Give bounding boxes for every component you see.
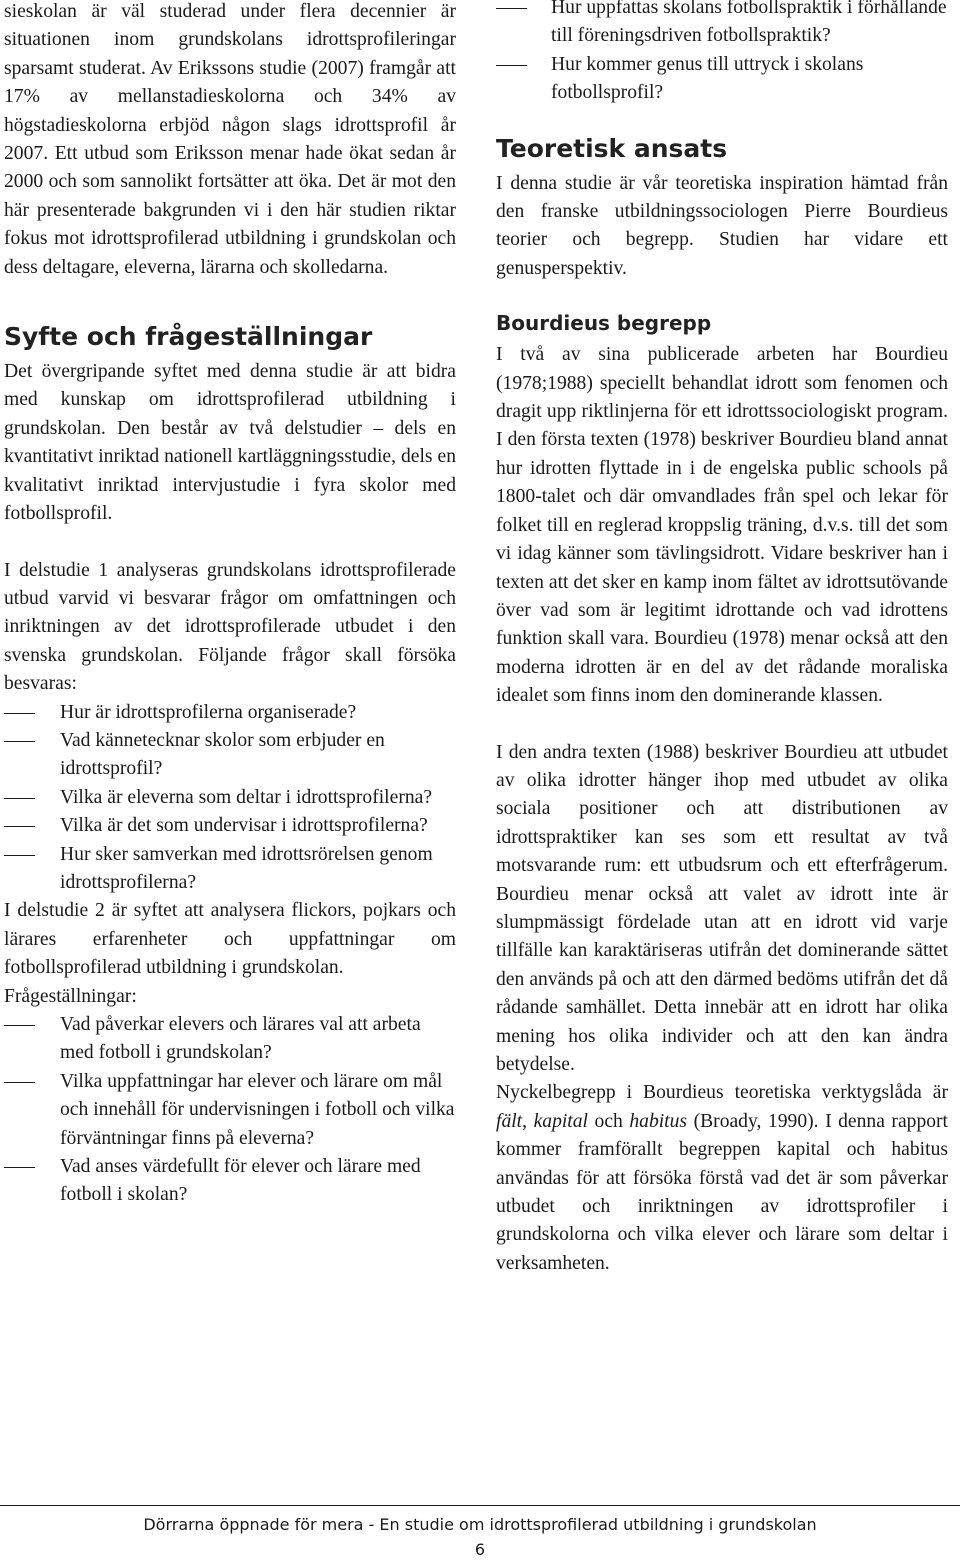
section-heading-teori: Teoretisk ansats: [496, 133, 728, 163]
list-item: Hur är idrottsprofilerna organiserade?: [4, 699, 456, 727]
list-item: Hur sker samverkan med idrottsrörelsen genom idrottsprofilerna?: [4, 841, 456, 898]
subsection-heading-bourdieu: Bourdieus begrepp: [496, 311, 712, 336]
right-column: [496, 0, 948, 1278]
delstudie2-paragraph: I delstudie 2 är syftet att analysera flickors, pojkars och lärares erfarenheter och uppfattningar om fotbollsprofilerad utbildning i grundskolan.: [4, 900, 456, 979]
section-heading-syfte: Syfte och frågeställningar: [4, 322, 373, 352]
footer-title: Dörrarna öppnade för mera - En studie om idrottsprofilerad utbildning i grundskolan: [143, 1515, 817, 1534]
term-falt: fält: [496, 1110, 523, 1132]
bourdieu-paragraph-3: [496, 1079, 948, 1278]
bourdieu-paragraph-1: I två av sina publicerade arbeten har Bourdieu (1978;1988) speciellt behandlat idrott som fenomen och dragit upp riktlinjerna för ett idrottssociologiskt program. I den första texten (1978) beskriver Bourdieu bland annat hur idrotten flyttade in i de engelska public schools på 1800-talet och där omvandlades från spel och lekar för folket till en reglerad kroppslig träning, d.v.s. till det som vi idag känner som tävlingsidrott. Vidare beskriver han i texten att det sker en kamp inom fältet av idrottsutövande över vad som är legitimt idrottande och vad idrottens funktion skall vara. Bourdieu (1978) menar också att den moderna idrotten är en del av det rådande moraliska idealet som finns inom den dominerande klassen.: [496, 344, 948, 707]
term-habitus: habitus: [629, 1110, 688, 1132]
page-number: 6: [474, 1540, 486, 1559]
bourdieu-paragraph-2: I den andra texten (1988) beskriver Bourdieu att utbudet av olika idrotter hänger ihop med utbudet av olika sociala positioner och att distributionen av idrottspraktiker kan ses som ett resultat av två motsvarande rum: ett utbudsrum och ett efterfrågerum. Bourdieu menar också att valet av idrott inte är slumpmässigt fördelade utan att en idrott vid varje tillfälle kan karaktäriseras utifrån det dominerande sättet den används på och att den därmed bedöms utifrån det då rådande samhället. Detta innebär att en idrott har olika mening hos olika individer och att den kan ändra betydelse.: [496, 741, 948, 1075]
list-item: Vad anses värdefullt för elever och lärare med fotboll i skolan?: [4, 1153, 456, 1210]
paragraph-text: (Broady, 1990). I denna rapport kommer framförallt begreppen kapital och habitus användas för att försöka förstå vad det är som påverkar utbudet och inriktningen av idrottsprofiler i grundskolorna och vilka elever och lärare som deltar i verksamheten.: [496, 1110, 949, 1274]
term-kapital: kapital: [533, 1110, 588, 1132]
conjunction: och: [588, 1110, 630, 1132]
list-item: Hur kommer genus till uttryck i skolans fotbollsprofil?: [496, 51, 948, 108]
delstudie1-question-list: [4, 699, 456, 898]
syfte-paragraph: Det övergripande syftet med denna studie är att bidra med kunskap om idrottsprofilerad utbildning i grundskolan. Den består av två delstudier – dels en kvantitativt inriktad nationell kartläggningsstudie, dels en kvalitativt inriktad intervjustudie i fyra skolor med fotbollsprofil.: [4, 361, 456, 525]
list-item: Hur uppfattas skolans fotbollspraktik i förhållande till föreningsdriven fotbollspraktik?: [496, 0, 948, 51]
list-item: Vad påverkar elevers och lärares val att arbeta med fotboll i grundskolan?: [4, 1011, 456, 1068]
left-column: [4, 0, 456, 1210]
teori-paragraph: I denna studie är vår teoretiska inspiration hämtad från den franske utbildningssociologen Pierre Bourdieus teorier och begrepp. Studien har vidare ett genusperspektiv.: [496, 172, 948, 279]
list-item: Vilka är det som undervisar i idrottsprofilerna?: [4, 812, 456, 840]
intro-paragraph: sieskolan är väl studerad under flera decennier är situationen inom grundskolans idrottsprofileringar sparsamt studerat. Av Erikssons studie (2007) framgår att 17% av mellanstadieskolorna och 34% av högstadieskolorna erbjöd någon slags idrottsprofil år 2007. Ett utbud som Eriksson menar hade ökat sedan år 2000 och som sannolikt fortsätter att öka. Det är mot den här presenterade bakgrunden vi i den här studien riktar fokus mot idrottsprofilerad utbildning i grundskolan och dess deltagare, eleverna, lärarna och skolledarna.: [4, 1, 456, 278]
fragestallningar-label: Frågeställningar:: [4, 985, 137, 1007]
footer-divider: [0, 1505, 960, 1506]
delstudie2-question-list-continued: [496, 0, 948, 108]
paragraph-text: Nyckelbegrepp i Bourdieus teoretiska verktygslåda är: [496, 1082, 948, 1104]
delstudie2-question-list: [4, 1011, 456, 1210]
list-item: Vilka uppfattningar har elever och lärare om mål och innehåll för undervisningen i fotboll och vilka förväntningar finns på eleverna?: [4, 1068, 456, 1153]
delstudie1-paragraph: I delstudie 1 analyseras grundskolans idrottsprofilerade utbud varvid vi besvarar frågor om omfattningen och inriktningen av det idrottsprofilerade utbudet i den svenska grundskolan. Följande frågor skall försöka besvaras:: [4, 559, 456, 695]
separator: ,: [522, 1110, 534, 1132]
list-item: Vilka är eleverna som deltar i idrottsprofilerna?: [4, 784, 456, 812]
list-item: Vad kännetecknar skolor som erbjuder en idrottsprofil?: [4, 727, 456, 784]
